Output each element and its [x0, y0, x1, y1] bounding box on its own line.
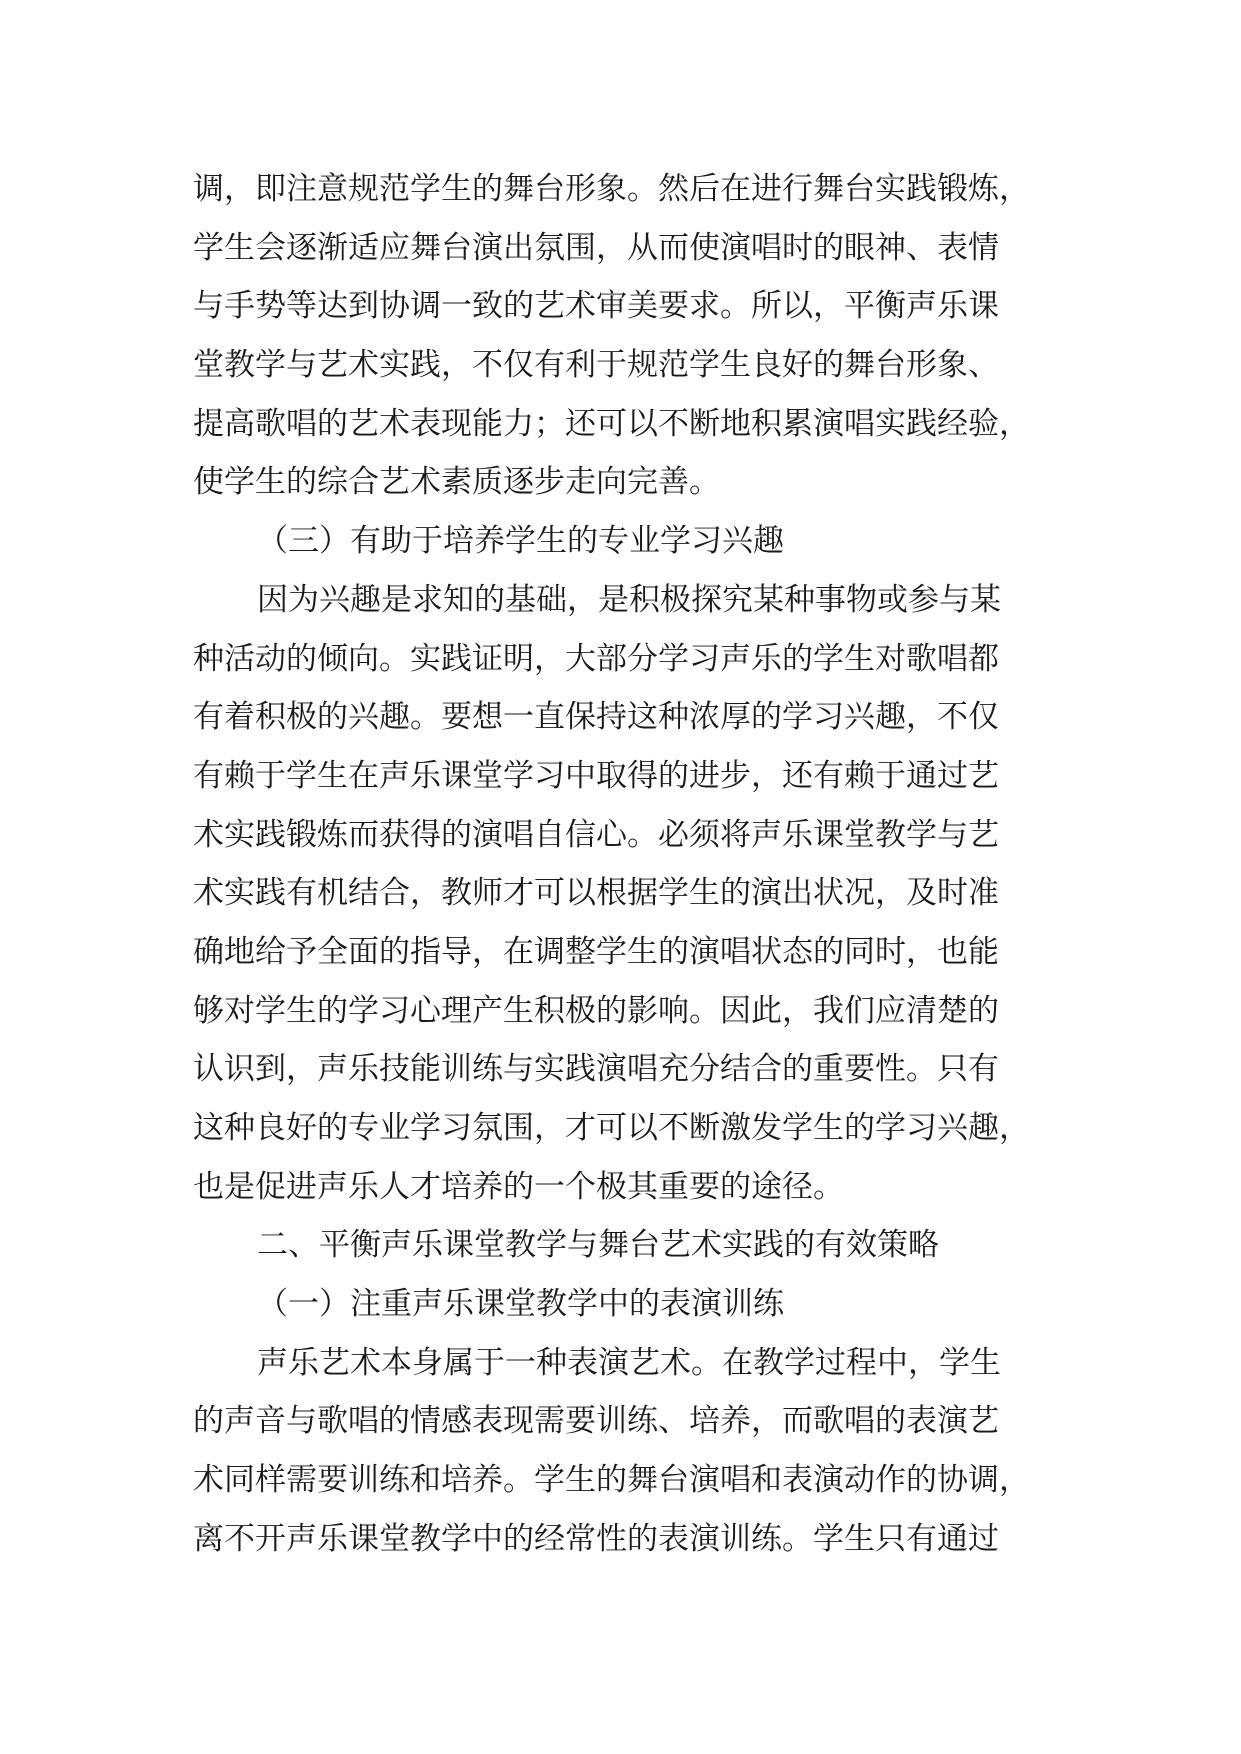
text-line: 提高歌唱的艺术表现能力；还可以不断地积累演唱实践经验，: [193, 405, 1030, 442]
text-line: 够对学生的学习心理产生积极的影响。因此，我们应清楚的: [193, 992, 999, 1029]
text-line: 调，即注意规范学生的舞台形象。然后在进行舞台实践锻炼，: [193, 171, 1030, 207]
text-line: 的声音与歌唱的情感表现需要训练、培养，而歌唱的表演艺: [193, 1403, 999, 1440]
text-line: 术同样需要训练和培养。学生的舞台演唱和表演动作的协调，: [193, 1462, 1030, 1499]
paragraph-first-line: 因为兴趣是求知的基础，是积极探究某种事物或参与某: [257, 581, 1001, 618]
text-line: 种活动的倾向。实践证明，大部分学习声乐的学生对歌唱都: [193, 640, 999, 677]
section-heading: 二、平衡声乐课堂教学与舞台艺术实践的有效策略: [257, 1227, 939, 1264]
text-line: 认识到，声乐技能训练与实践演唱充分结合的重要性。只有: [193, 1051, 999, 1088]
text-line: 使学生的综合艺术素质逐步走向完善。: [193, 464, 720, 501]
text-line: 堂教学与艺术实践，不仅有利于规范学生良好的舞台形象、: [193, 347, 999, 384]
text-line: 有赖于学生在声乐课堂学习中取得的进步，还有赖于通过艺: [193, 757, 999, 794]
body-text: [193, 160, 1053, 1569]
section-heading: （三）有助于培养学生的专业学习兴趣: [257, 523, 784, 560]
text-line: 有着积极的兴趣。要想一直保持这种浓厚的学习兴趣，不仅: [193, 699, 999, 736]
text-line: 离不开声乐课堂教学中的经常性的表演训练。学生只有通过: [193, 1520, 999, 1557]
text-line: 也是促进声乐人才培养的一个极其重要的途径。: [193, 1168, 844, 1205]
text-line: 术实践锻炼而获得的演唱自信心。必须将声乐课堂教学与艺: [193, 816, 999, 853]
text-line: 这种良好的专业学习氛围，才可以不断激发学生的学习兴趣，: [193, 1110, 1030, 1146]
subsection-heading: （一）注重声乐课堂教学中的表演训练: [257, 1286, 784, 1323]
paragraph-first-line: 声乐艺术本身属于一种表演艺术。在教学过程中，学生: [257, 1344, 1001, 1381]
text-line: 学生会逐渐适应舞台演出氛围，从而使演唱时的眼神、表情: [193, 229, 999, 266]
text-line: 术实践有机结合，教师才可以根据学生的演出状况，及时准: [193, 875, 999, 912]
text-line: 确地给予全面的指导，在调整学生的演唱状态的同时，也能: [193, 933, 999, 970]
text-line: 与手势等达到协调一致的艺术审美要求。所以，平衡声乐课: [193, 288, 999, 325]
